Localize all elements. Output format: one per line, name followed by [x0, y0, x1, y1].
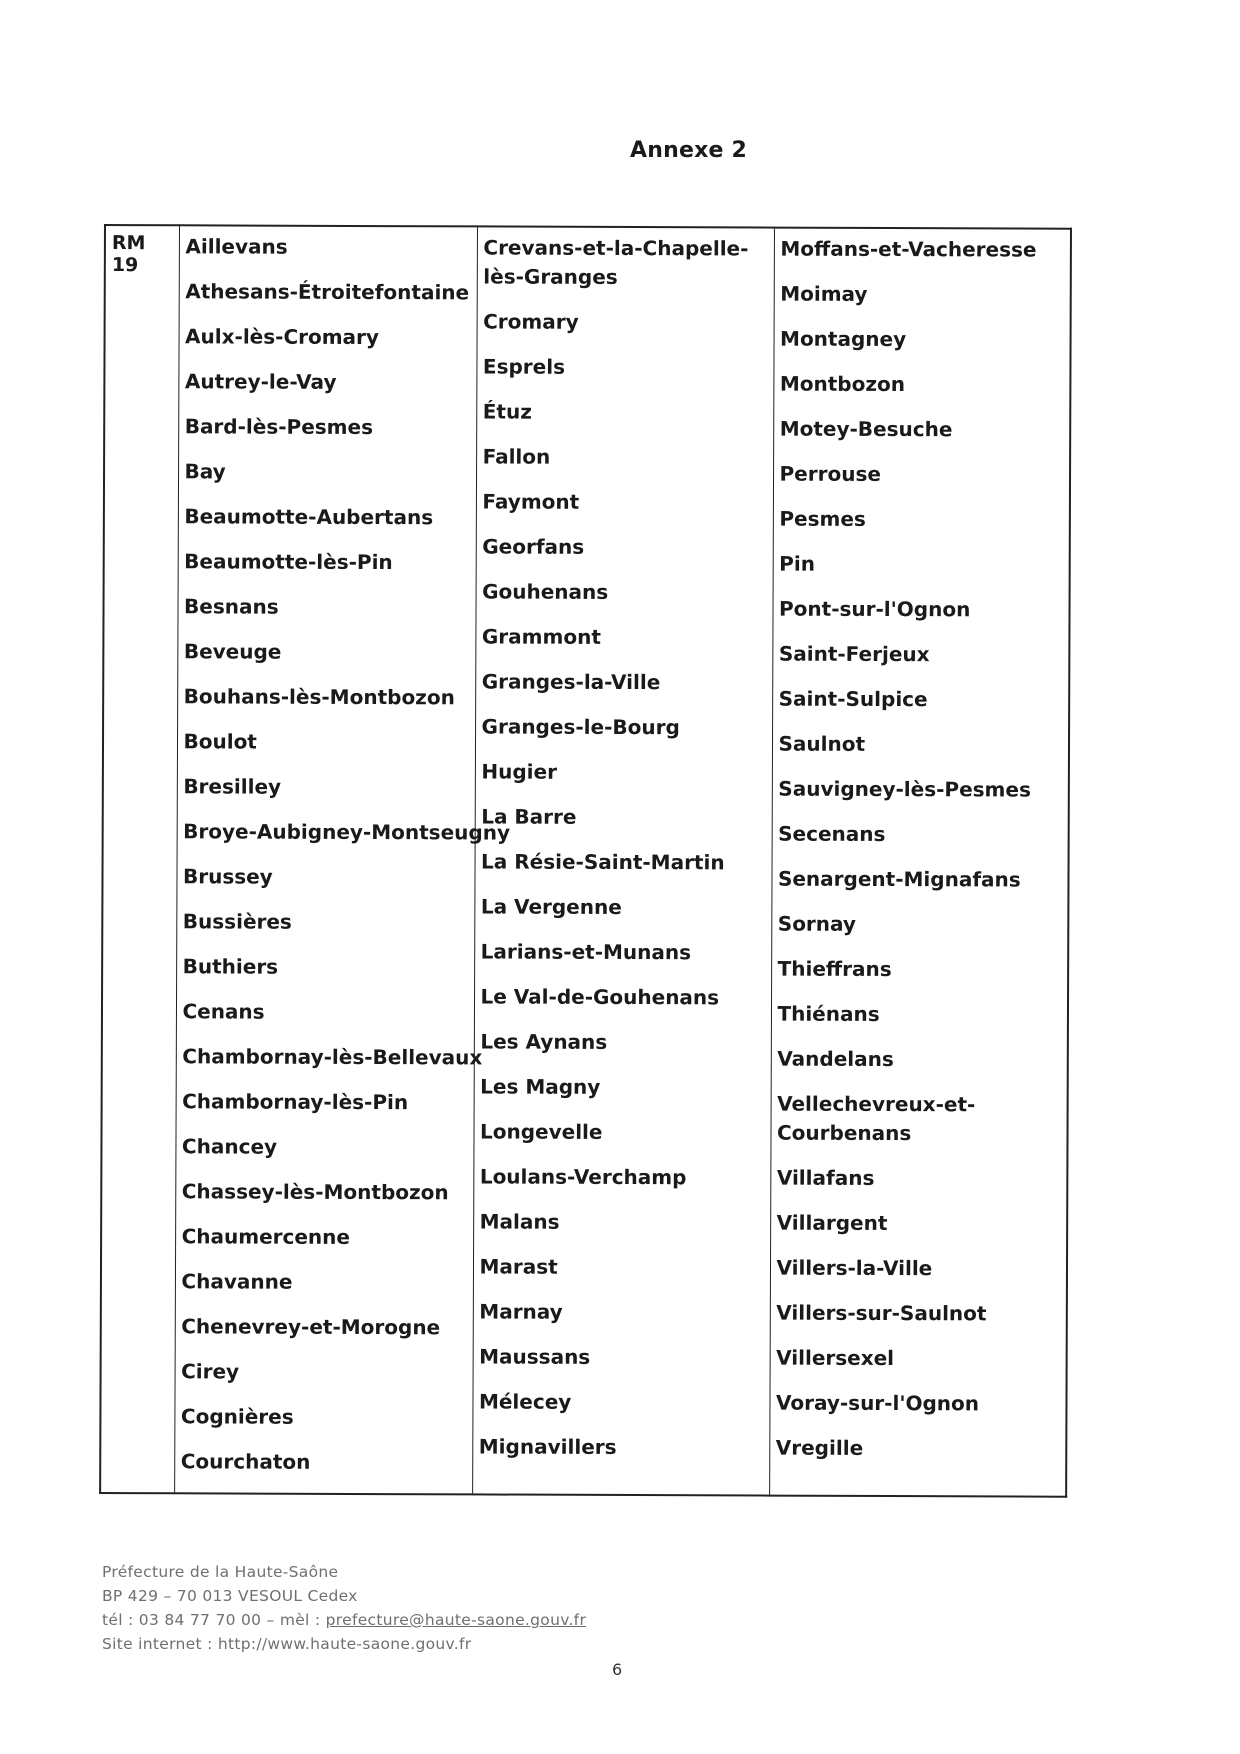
list-item: Motey-Besuche	[779, 416, 953, 442]
list-item: Saint-Sulpice	[778, 686, 928, 712]
footer-contact	[102, 1608, 586, 1632]
list-item: Chancey	[181, 1134, 278, 1159]
list-item: Georfans	[482, 534, 585, 559]
list-item: Boulot	[183, 729, 257, 754]
list-item: La Barre	[481, 804, 577, 829]
list-item: Chenevrey-et-Morogne	[181, 1314, 441, 1340]
footer-website: Site internet : http://www.haute-saone.gouv.fr	[102, 1635, 472, 1653]
list-item: Aillevans	[185, 234, 288, 259]
list-item: Chambornay-lès-Bellevaux	[182, 1044, 483, 1070]
footer-phone: tél : 03 84 77 70 00 – mèl :	[102, 1611, 326, 1629]
list-item: Bresilley	[183, 774, 282, 799]
list-item: Autrey-le-Vay	[184, 369, 337, 394]
list-item: La Vergenne	[480, 894, 622, 919]
list-item: Villersexel	[776, 1345, 895, 1371]
table-row	[100, 225, 1071, 1497]
list-item: Brussey	[182, 864, 273, 889]
list-item: Montbozon	[779, 371, 906, 397]
list-item: Thieffrans	[777, 956, 892, 982]
list-item: Saulnot	[778, 731, 866, 756]
list-item: Saint-Ferjeux	[778, 641, 930, 667]
communes-table	[99, 224, 1072, 1498]
list-item: La Résie-Saint-Martin	[481, 849, 725, 875]
footer-address: BP 429 – 70 013 VESOUL Cedex	[102, 1587, 358, 1605]
list-item: Cenans	[182, 999, 265, 1024]
list-item: Fallon	[482, 444, 551, 469]
list-item: Aulx-lès-Cromary	[185, 324, 380, 350]
list-item: Chambornay-lès-Pin	[182, 1089, 409, 1115]
list-item: Chaumercenne	[181, 1224, 351, 1249]
list-item: Moimay	[780, 281, 868, 306]
list-item: Voray-sur-l'Ognon	[775, 1390, 980, 1416]
list-item: Granges-le-Bourg	[481, 714, 680, 740]
list-item: Les Magny	[480, 1074, 601, 1099]
list-item: Vregille	[775, 1435, 864, 1460]
list-item: Mélecey	[478, 1389, 572, 1414]
list-item: Bouhans-lès-Montbozon	[183, 684, 455, 710]
list-item: Besnans	[183, 594, 279, 619]
list-item: Malans	[479, 1209, 560, 1234]
list-item: Beaumotte-Aubertans	[184, 504, 434, 530]
list-item: Larians-et-Munans	[480, 939, 692, 965]
list-item: Broye-Aubigney-Montseugny	[183, 819, 511, 845]
list-item: Marast	[479, 1254, 558, 1279]
footer-org: Préfecture de la Haute-Saône	[102, 1563, 339, 1581]
column-3-cell	[769, 228, 1071, 1497]
list-item: Faymont	[482, 489, 580, 514]
commune-list-2	[473, 227, 774, 1478]
list-item: Moffans-et-Vacheresse	[780, 236, 1037, 262]
list-item: Villers-la-Ville	[776, 1255, 933, 1281]
list-item: Courchaton	[180, 1449, 311, 1474]
list-item: Cognières	[180, 1404, 294, 1429]
footer	[102, 1560, 586, 1656]
list-item: Sauvigney-lès-Pesmes	[778, 776, 1031, 802]
list-item: Maussans	[479, 1344, 591, 1369]
list-item: Pin	[779, 551, 816, 576]
page-title: Annexe 2	[630, 138, 747, 163]
list-item: Villers-sur-Saulnot	[776, 1300, 987, 1326]
list-item: Cirey	[181, 1359, 240, 1384]
page-number: 6	[612, 1660, 623, 1679]
list-item: Athesans-Étroitefontaine	[185, 279, 470, 305]
list-item: Les Aynans	[480, 1029, 608, 1054]
footer-email-link[interactable]: prefecture@haute-saone.gouv.fr	[325, 1611, 587, 1629]
list-item: Montagney	[780, 326, 907, 352]
list-item: Senargent-Mignafans	[777, 866, 1021, 892]
list-item: Villargent	[776, 1210, 888, 1236]
list-item: Beaumotte-lès-Pin	[184, 549, 393, 575]
list-item: Loulans-Verchamp	[479, 1164, 687, 1190]
communes-table-container	[99, 224, 1070, 1492]
list-item: Mignavillers	[478, 1434, 617, 1459]
list-item: Étuz	[482, 399, 532, 424]
list-item: Buthiers	[182, 954, 279, 979]
list-item: Bard-lès-Pesmes	[184, 414, 374, 440]
list-item: Villafans	[776, 1165, 875, 1190]
list-item: Cromary	[483, 309, 579, 334]
list-item: Longevelle	[479, 1119, 603, 1144]
code-cell	[100, 225, 179, 1493]
list-item: Vandelans	[777, 1046, 894, 1072]
list-item: Pont-sur-l'Ognon	[778, 596, 971, 622]
list-item: Bay	[184, 459, 226, 484]
list-item: Sornay	[777, 911, 857, 936]
list-item: Crevans-et-la-Chapelle-lès-Granges	[483, 235, 749, 289]
list-item: Grammont	[481, 624, 601, 649]
list-item: Gouhenans	[482, 579, 609, 604]
list-item: Chavanne	[181, 1269, 293, 1294]
list-item: Esprels	[482, 354, 566, 379]
list-item: Marnay	[479, 1299, 563, 1324]
region-code: RM 19	[111, 232, 146, 277]
commune-list-3	[770, 229, 1070, 1480]
list-item: Granges-la-Ville	[481, 669, 661, 695]
list-item: Le Val-de-Gouhenans	[480, 984, 720, 1010]
column-2-cell	[472, 226, 774, 1495]
list-item: Pesmes	[779, 506, 866, 531]
list-item: Bussières	[182, 909, 292, 934]
list-item: Secenans	[778, 821, 886, 847]
list-item: Thiénans	[777, 1001, 880, 1026]
list-item: Vellechevreux-et-Courbenans	[776, 1091, 976, 1146]
list-item: Perrouse	[779, 461, 881, 486]
list-item: Beveuge	[183, 639, 282, 664]
list-item: Hugier	[481, 759, 558, 784]
list-item: Chassey-lès-Montbozon	[181, 1179, 449, 1205]
